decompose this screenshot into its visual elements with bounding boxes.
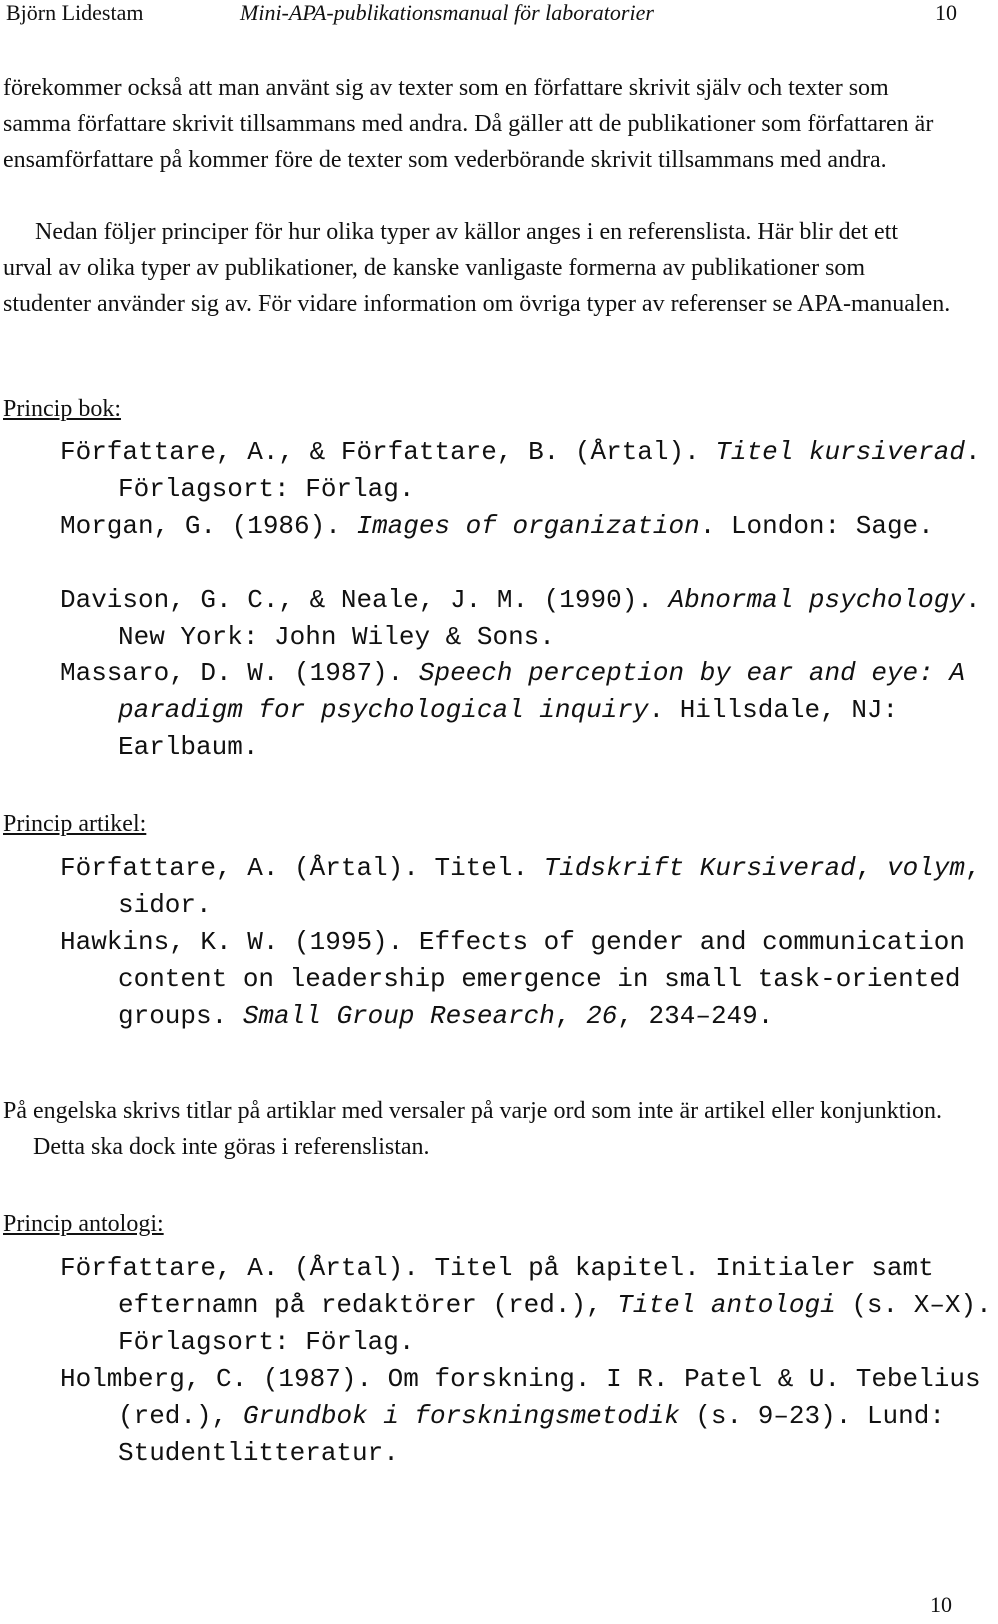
ref-part: Massaro, D. W. (1987). bbox=[60, 658, 419, 688]
ref-part: . Hillsdale, NJ: Earlbaum. bbox=[118, 695, 899, 762]
ref-title: Grundbok i forskningsmetodik bbox=[242, 1401, 680, 1431]
ref-part: Författare, A. (Årtal). Titel på kapitel. Initialer samt efternamn på redaktörer (red.), bbox=[60, 1253, 934, 1320]
ref-part: (s. X–X). Förlagsort: Förlag. bbox=[118, 1290, 992, 1357]
ref-title: Titel antologi bbox=[617, 1290, 836, 1320]
ref-separator: , bbox=[554, 1001, 587, 1031]
ref-part: Hawkins, K. W. (1995). Effects of gender and communication content on leadership emergence in small task-oriented groups. bbox=[60, 927, 965, 1031]
ref-part: , sidor. bbox=[118, 853, 981, 920]
ref-book-template bbox=[60, 434, 998, 508]
ref-part: . London: Sage. bbox=[699, 511, 934, 541]
ref-journal: Tidskrift Kursiverad bbox=[543, 853, 856, 883]
ref-title: Abnormal psychology bbox=[668, 585, 965, 615]
ref-part: Davison, G. C., & Neale, J. M. (1990). bbox=[60, 585, 669, 615]
ref-part: . Förlagsort: Förlag. bbox=[118, 437, 981, 504]
ref-anthology-holmberg bbox=[60, 1361, 998, 1472]
ref-book-morgan bbox=[60, 508, 998, 545]
ref-separator: , bbox=[855, 853, 887, 883]
ref-part: Holmberg, C. (1987). Om forskning. I R. Patel & U. Tebelius (red.), bbox=[60, 1364, 981, 1431]
ref-part: Författare, A., & Författare, B. (Årtal). bbox=[60, 437, 716, 467]
intro-paragraph-2-text: Nedan följer principer för hur olika typer av källor anges i en referenslista. Här blir det ett urval av olika typer av publikationer, de kanske vanligaste formerna av publikationer som studenter använder sig av. För vidare information om övriga typer av referenser se APA-manualen. bbox=[3, 219, 951, 317]
ref-anthology-template bbox=[60, 1250, 998, 1361]
ref-title: Images of organization bbox=[356, 511, 700, 541]
page-header bbox=[0, 0, 960, 30]
note-paragraph: På engelska skrivs titlar på artiklar med versaler på varje ord som inte är artikel eller konjunktion. Detta ska dock inte göras i referenslistan. bbox=[3, 1098, 943, 1160]
header-author: Björn Lidestam bbox=[6, 0, 144, 25]
ref-book-massaro bbox=[60, 655, 998, 766]
ref-part: Författare, A. (Årtal). Titel. bbox=[60, 853, 544, 883]
ref-part: (s. 9–23). Lund: Studentlitteratur. bbox=[118, 1401, 945, 1468]
ref-title: Titel kursiverad bbox=[715, 437, 965, 467]
ref-article-template bbox=[60, 850, 998, 924]
ref-article-hawkins bbox=[60, 924, 998, 1035]
ref-part: Morgan, G. (1986). bbox=[60, 511, 357, 541]
ref-part: , 234–249. bbox=[617, 1001, 774, 1031]
heading-article: Princip artikel: bbox=[3, 811, 147, 837]
intro-paragraph-2 bbox=[3, 214, 953, 322]
ref-volume: 26 bbox=[586, 1001, 618, 1031]
ref-volume: volym bbox=[886, 853, 965, 883]
ref-journal: Small Group Research bbox=[242, 1001, 555, 1031]
heading-anthology: Princip antologi: bbox=[3, 1211, 164, 1237]
intro-paragraph-1: förekommer också att man använt sig av texter som en författare skrivit själv och texter som samma författare skrivit tillsammans med andra. Då gäller att de publikationer som författaren är ensamförfattare på kommer före de texter som vederbörande skrivit tillsammans med andra. bbox=[3, 75, 934, 173]
header-title: Mini-APA-publikationsmanual för laboratorier bbox=[240, 0, 654, 25]
ref-book-davison bbox=[60, 582, 998, 656]
ref-title: Speech perception by ear and eye: A paradigm for psychological inquiry bbox=[118, 658, 965, 725]
header-page-number: 10 bbox=[935, 0, 957, 25]
heading-book: Princip bok: bbox=[3, 396, 121, 422]
footer-page-number: 10 bbox=[930, 1592, 952, 1617]
ref-part: . New York: John Wiley & Sons. bbox=[118, 585, 981, 652]
